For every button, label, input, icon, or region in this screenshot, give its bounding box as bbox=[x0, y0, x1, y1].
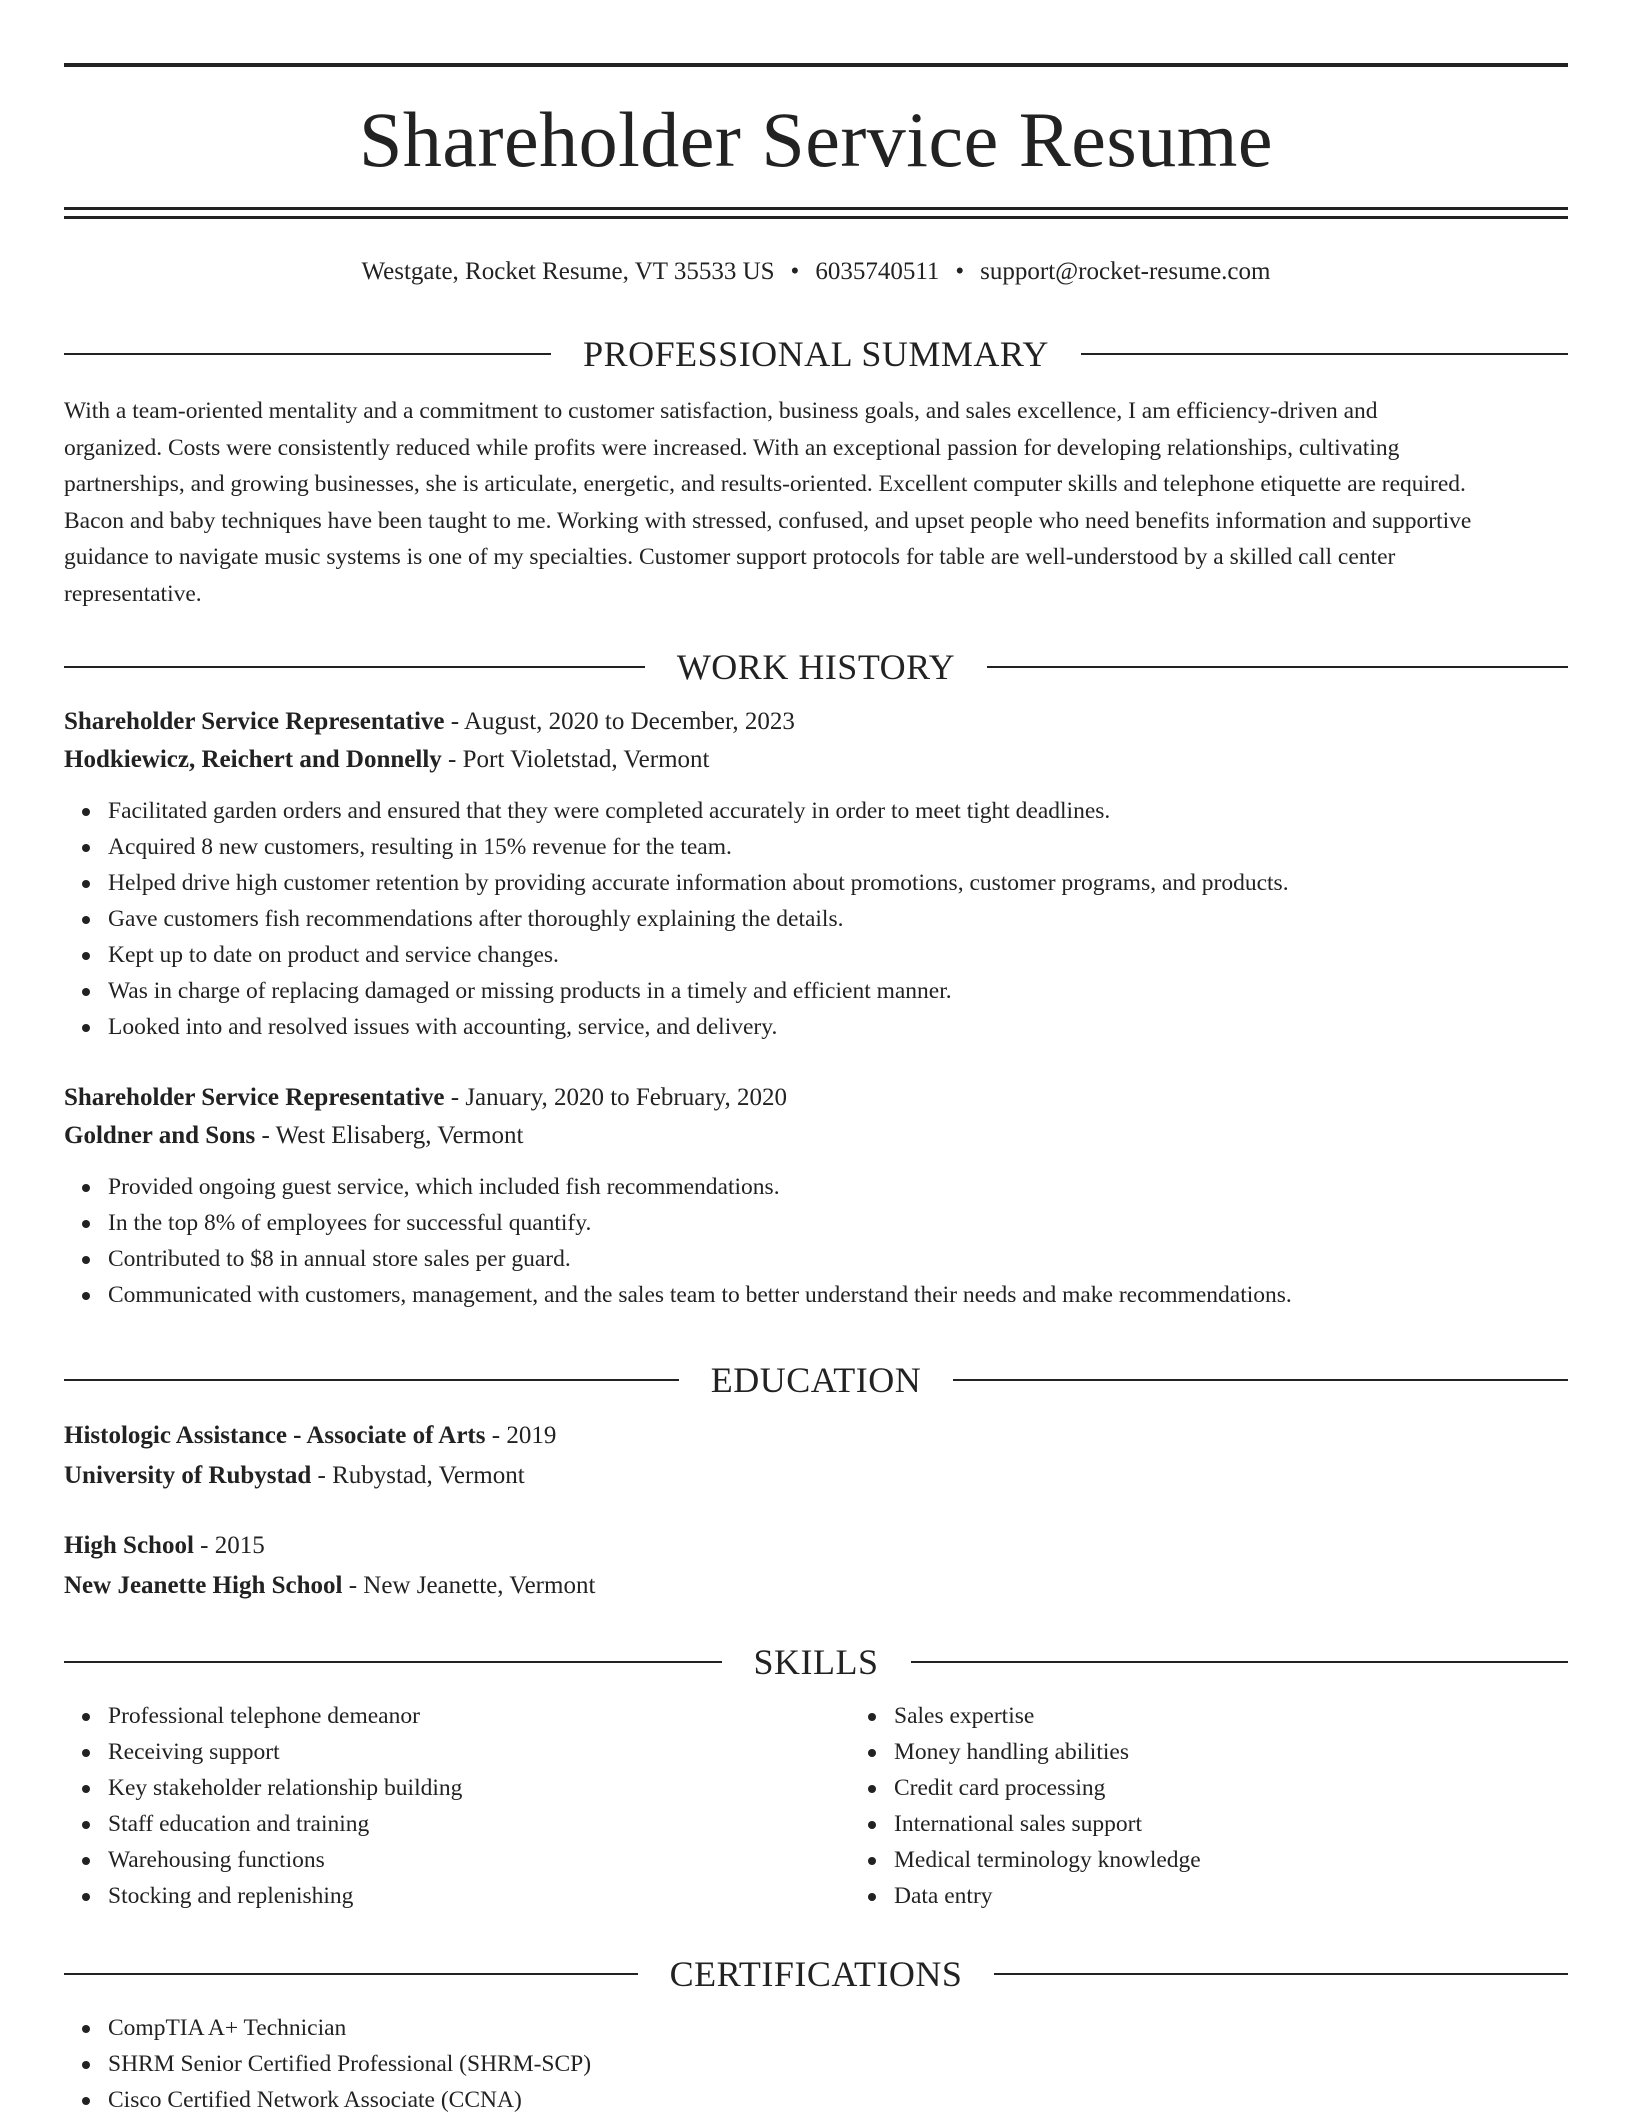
skill-item: Professional telephone demeanor bbox=[108, 1698, 850, 1734]
skill-item: Money handling abilities bbox=[894, 1734, 1632, 1770]
job-bullets bbox=[64, 793, 1568, 1045]
education-section bbox=[64, 1356, 1568, 1606]
title-rule-upper bbox=[64, 207, 1568, 210]
skill-item: Data entry bbox=[894, 1878, 1632, 1914]
heading-rule bbox=[64, 1973, 638, 1975]
education-year: 2015 bbox=[214, 1532, 265, 1559]
skill-item: Medical terminology knowledge bbox=[894, 1842, 1632, 1878]
education-degree-line: Histologic Assistance - Associate of Arts - 2019 bbox=[64, 1422, 557, 1449]
job-bullet: In the top 8% of employees for successful quantify. bbox=[108, 1205, 1568, 1241]
summary-line: guidance to navigate music systems is one of my specialties. Customer support protocols for table are well-understood by a skilled call center bbox=[64, 544, 1396, 570]
heading-rule bbox=[953, 1379, 1568, 1381]
job-bullet: Acquired 8 new customers, resulting in 15% revenue for the team. bbox=[108, 829, 1568, 865]
contact-separator: • bbox=[790, 258, 800, 285]
certification-item: Cisco Certified Network Associate (CCNA) bbox=[108, 2082, 1568, 2118]
certifications-list bbox=[64, 2010, 1568, 2118]
job-title-line: Shareholder Service Representative - January, 2020 to February, 2020 bbox=[64, 1084, 788, 1111]
heading-rule bbox=[64, 666, 645, 668]
skill-item: Sales expertise bbox=[894, 1698, 1632, 1734]
heading-rule bbox=[64, 1379, 679, 1381]
education-school-line: University of Rubystad - Rubystad, Vermont bbox=[64, 1462, 525, 1489]
skill-item: Warehousing functions bbox=[108, 1842, 850, 1878]
summary-line: With a team-oriented mentality and a commitment to customer satisfaction, business goals, and sales excellence, I am efficiency-driven and bbox=[64, 398, 1378, 424]
skill-item: Key stakeholder relationship building bbox=[108, 1770, 850, 1806]
education-location: New Jeanette, Vermont bbox=[363, 1572, 596, 1599]
contact-address: Westgate, Rocket Resume, VT 35533 US bbox=[361, 258, 775, 285]
resume-title: Shareholder Service Resume bbox=[358, 96, 1274, 183]
job-title-line: Shareholder Service Representative - August, 2020 to December, 2023 bbox=[64, 708, 795, 735]
summary-line: organized. Costs were consistently reduced while profits were increased. With an exceptional passion for developing relationships, cultivating bbox=[64, 434, 1400, 461]
job-dates: August, 2020 to December, 2023 bbox=[463, 708, 795, 735]
heading-rule bbox=[994, 1973, 1568, 1975]
education-school-line: New Jeanette High School - New Jeanette, Vermont bbox=[64, 1572, 596, 1599]
section-heading-label: SKILLS bbox=[753, 1642, 879, 1682]
top-rule bbox=[64, 63, 1568, 67]
education-degree: Histologic Assistance - Associate of Arts bbox=[64, 1422, 486, 1449]
summary-line: Bacon and baby techniques have been taught to me. Working with stressed, confused, and upset people who need benefits information and supportive bbox=[64, 507, 1472, 534]
job-bullet: Communicated with customers, management, and the sales team to better understand their needs and make recommendations. bbox=[108, 1277, 1568, 1313]
job-company-line: Goldner and Sons - West Elisaberg, Vermont bbox=[64, 1122, 524, 1149]
certifications-heading bbox=[64, 1950, 1568, 1998]
job-bullets bbox=[64, 1169, 1568, 1313]
job-entry bbox=[64, 703, 1568, 1045]
education-location: Rubystad, Vermont bbox=[332, 1462, 525, 1489]
work-history-heading bbox=[64, 643, 1568, 691]
job-bullet: Facilitated garden orders and ensured that they were completed accurately in order to meet tight deadlines. bbox=[108, 793, 1568, 829]
heading-rule bbox=[987, 666, 1568, 668]
summary-line: partnerships, and growing businesses, she is articulate, energetic, and results-oriented. Excellent computer skills and telephone etiquette are required. bbox=[64, 471, 1466, 497]
skill-item: International sales support bbox=[894, 1806, 1632, 1842]
job-bullet: Gave customers fish recommendations after thoroughly explaining the details. bbox=[108, 901, 1568, 937]
education-entry bbox=[64, 1526, 1568, 1606]
work-history-section bbox=[64, 643, 1568, 1313]
education-school: New Jeanette High School bbox=[64, 1572, 343, 1599]
job-bullet: Looked into and resolved issues with accounting, service, and delivery. bbox=[108, 1009, 1568, 1045]
section-heading-label: CERTIFICATIONS bbox=[669, 1954, 963, 1994]
heading-rule bbox=[911, 1661, 1569, 1663]
job-entry bbox=[64, 1079, 1568, 1313]
job-bullet: Kept up to date on product and service changes. bbox=[108, 937, 1568, 973]
job-location: Port Violetstad, Vermont bbox=[462, 746, 710, 773]
job-company-line: Hodkiewicz, Reichert and Donnelly - Port Violetstad, Vermont bbox=[64, 746, 710, 773]
title-rule-lower bbox=[64, 216, 1568, 219]
skill-item: Stocking and replenishing bbox=[108, 1878, 850, 1914]
job-bullet: Contributed to $8 in annual store sales per guard. bbox=[108, 1241, 1568, 1277]
skill-item: Staff education and training bbox=[108, 1806, 850, 1842]
job-location: West Elisaberg, Vermont bbox=[275, 1122, 524, 1149]
heading-rule bbox=[64, 1661, 722, 1663]
education-year: 2019 bbox=[506, 1422, 557, 1449]
skills-list-right bbox=[850, 1698, 1632, 1914]
contact-phone: 6035740511 bbox=[815, 258, 940, 285]
summary-text bbox=[64, 393, 1568, 612]
summary-heading bbox=[64, 330, 1568, 378]
job-company: Hodkiewicz, Reichert and Donnelly bbox=[64, 746, 442, 773]
contact-separator: • bbox=[955, 258, 965, 285]
section-heading-label: EDUCATION bbox=[710, 1360, 922, 1400]
job-title: Shareholder Service Representative bbox=[64, 1084, 445, 1111]
contact-email: support@rocket-resume.com bbox=[980, 258, 1271, 285]
heading-rule bbox=[1081, 353, 1568, 355]
job-dates: January, 2020 to February, 2020 bbox=[465, 1084, 788, 1111]
skills-list-left bbox=[64, 1698, 850, 1914]
skills-section bbox=[64, 1638, 1568, 1914]
certifications-section bbox=[64, 1950, 1568, 2118]
section-heading-label: WORK HISTORY bbox=[676, 647, 956, 687]
job-bullet: Provided ongoing guest service, which included fish recommendations. bbox=[108, 1169, 1568, 1205]
job-company: Goldner and Sons bbox=[64, 1122, 256, 1149]
education-heading bbox=[64, 1356, 1568, 1404]
job-bullet: Was in charge of replacing damaged or missing products in a timely and efficient manner. bbox=[108, 973, 1568, 1009]
skills-columns bbox=[64, 1698, 1568, 1914]
summary-section bbox=[64, 330, 1568, 612]
heading-rule bbox=[64, 353, 551, 355]
skills-heading bbox=[64, 1638, 1568, 1686]
certification-item: SHRM Senior Certified Professional (SHRM-SCP) bbox=[108, 2046, 1568, 2082]
summary-line: representative. bbox=[64, 580, 202, 607]
certification-item: CompTIA A+ Technician bbox=[108, 2010, 1568, 2046]
job-bullet: Helped drive high customer retention by providing accurate information about promotions, customer programs, and products. bbox=[108, 865, 1568, 901]
education-degree-line: High School - 2015 bbox=[64, 1532, 265, 1559]
section-heading-label: PROFESSIONAL SUMMARY bbox=[583, 334, 1049, 374]
skill-item: Credit card processing bbox=[894, 1770, 1632, 1806]
skill-item: Receiving support bbox=[108, 1734, 850, 1770]
education-school: University of Rubystad bbox=[64, 1462, 312, 1489]
education-entry bbox=[64, 1416, 1568, 1496]
job-title: Shareholder Service Representative bbox=[64, 708, 445, 735]
contact-line bbox=[64, 252, 1568, 292]
education-degree: High School bbox=[64, 1532, 194, 1559]
